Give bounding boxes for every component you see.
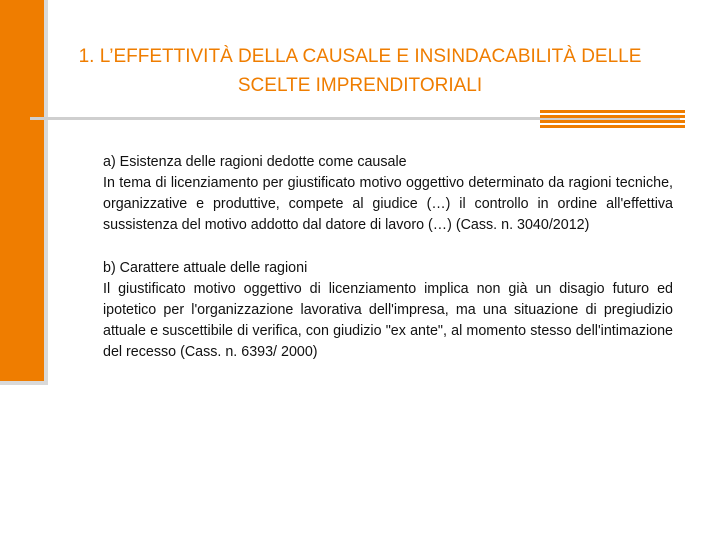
slide-body (103, 152, 673, 385)
left-accent-shadow-bottom (0, 381, 48, 385)
title-divider-accent (540, 110, 685, 128)
slide-title (60, 42, 660, 100)
left-accent-shadow (44, 0, 48, 385)
section-heading: b) Carattere attuale delle ragioni (103, 260, 308, 276)
left-accent-bar (0, 0, 44, 381)
slide-title-line1: 1. L’EFFETTIVITÀ DELLA CAUSALE E INSINDACABILITÀ DELLE (78, 46, 642, 67)
section-text: In tema di licenziamento per giustificato motivo oggettivo determinato da ragioni tecniche, organizzative e produttive, compete al giudice (…) il controllo in ordine all'effettiva sussistenza del motivo addotto dal datore di lavoro (…) (Cass. n. 3040/2012) (103, 175, 673, 233)
slide-title-line2: SCELTE IMPRENDITORIALI (237, 75, 483, 96)
section-a (103, 152, 673, 236)
section-heading: a) Esistenza delle ragioni dedotte come causale (103, 154, 407, 170)
section-text: Il giustificato motivo oggettivo di licenziamento implica non già un disagio futuro ed ipotetico per l'organizzazione lavorativa dell'impresa, ma una situazione di pregiudizio attuale e suscettibile di verifica, con giudizio "ex ante", al momento stesso dell'intimazione del recesso (Cass. n. 6393/ 2000) (103, 281, 673, 360)
section-b (103, 258, 673, 363)
